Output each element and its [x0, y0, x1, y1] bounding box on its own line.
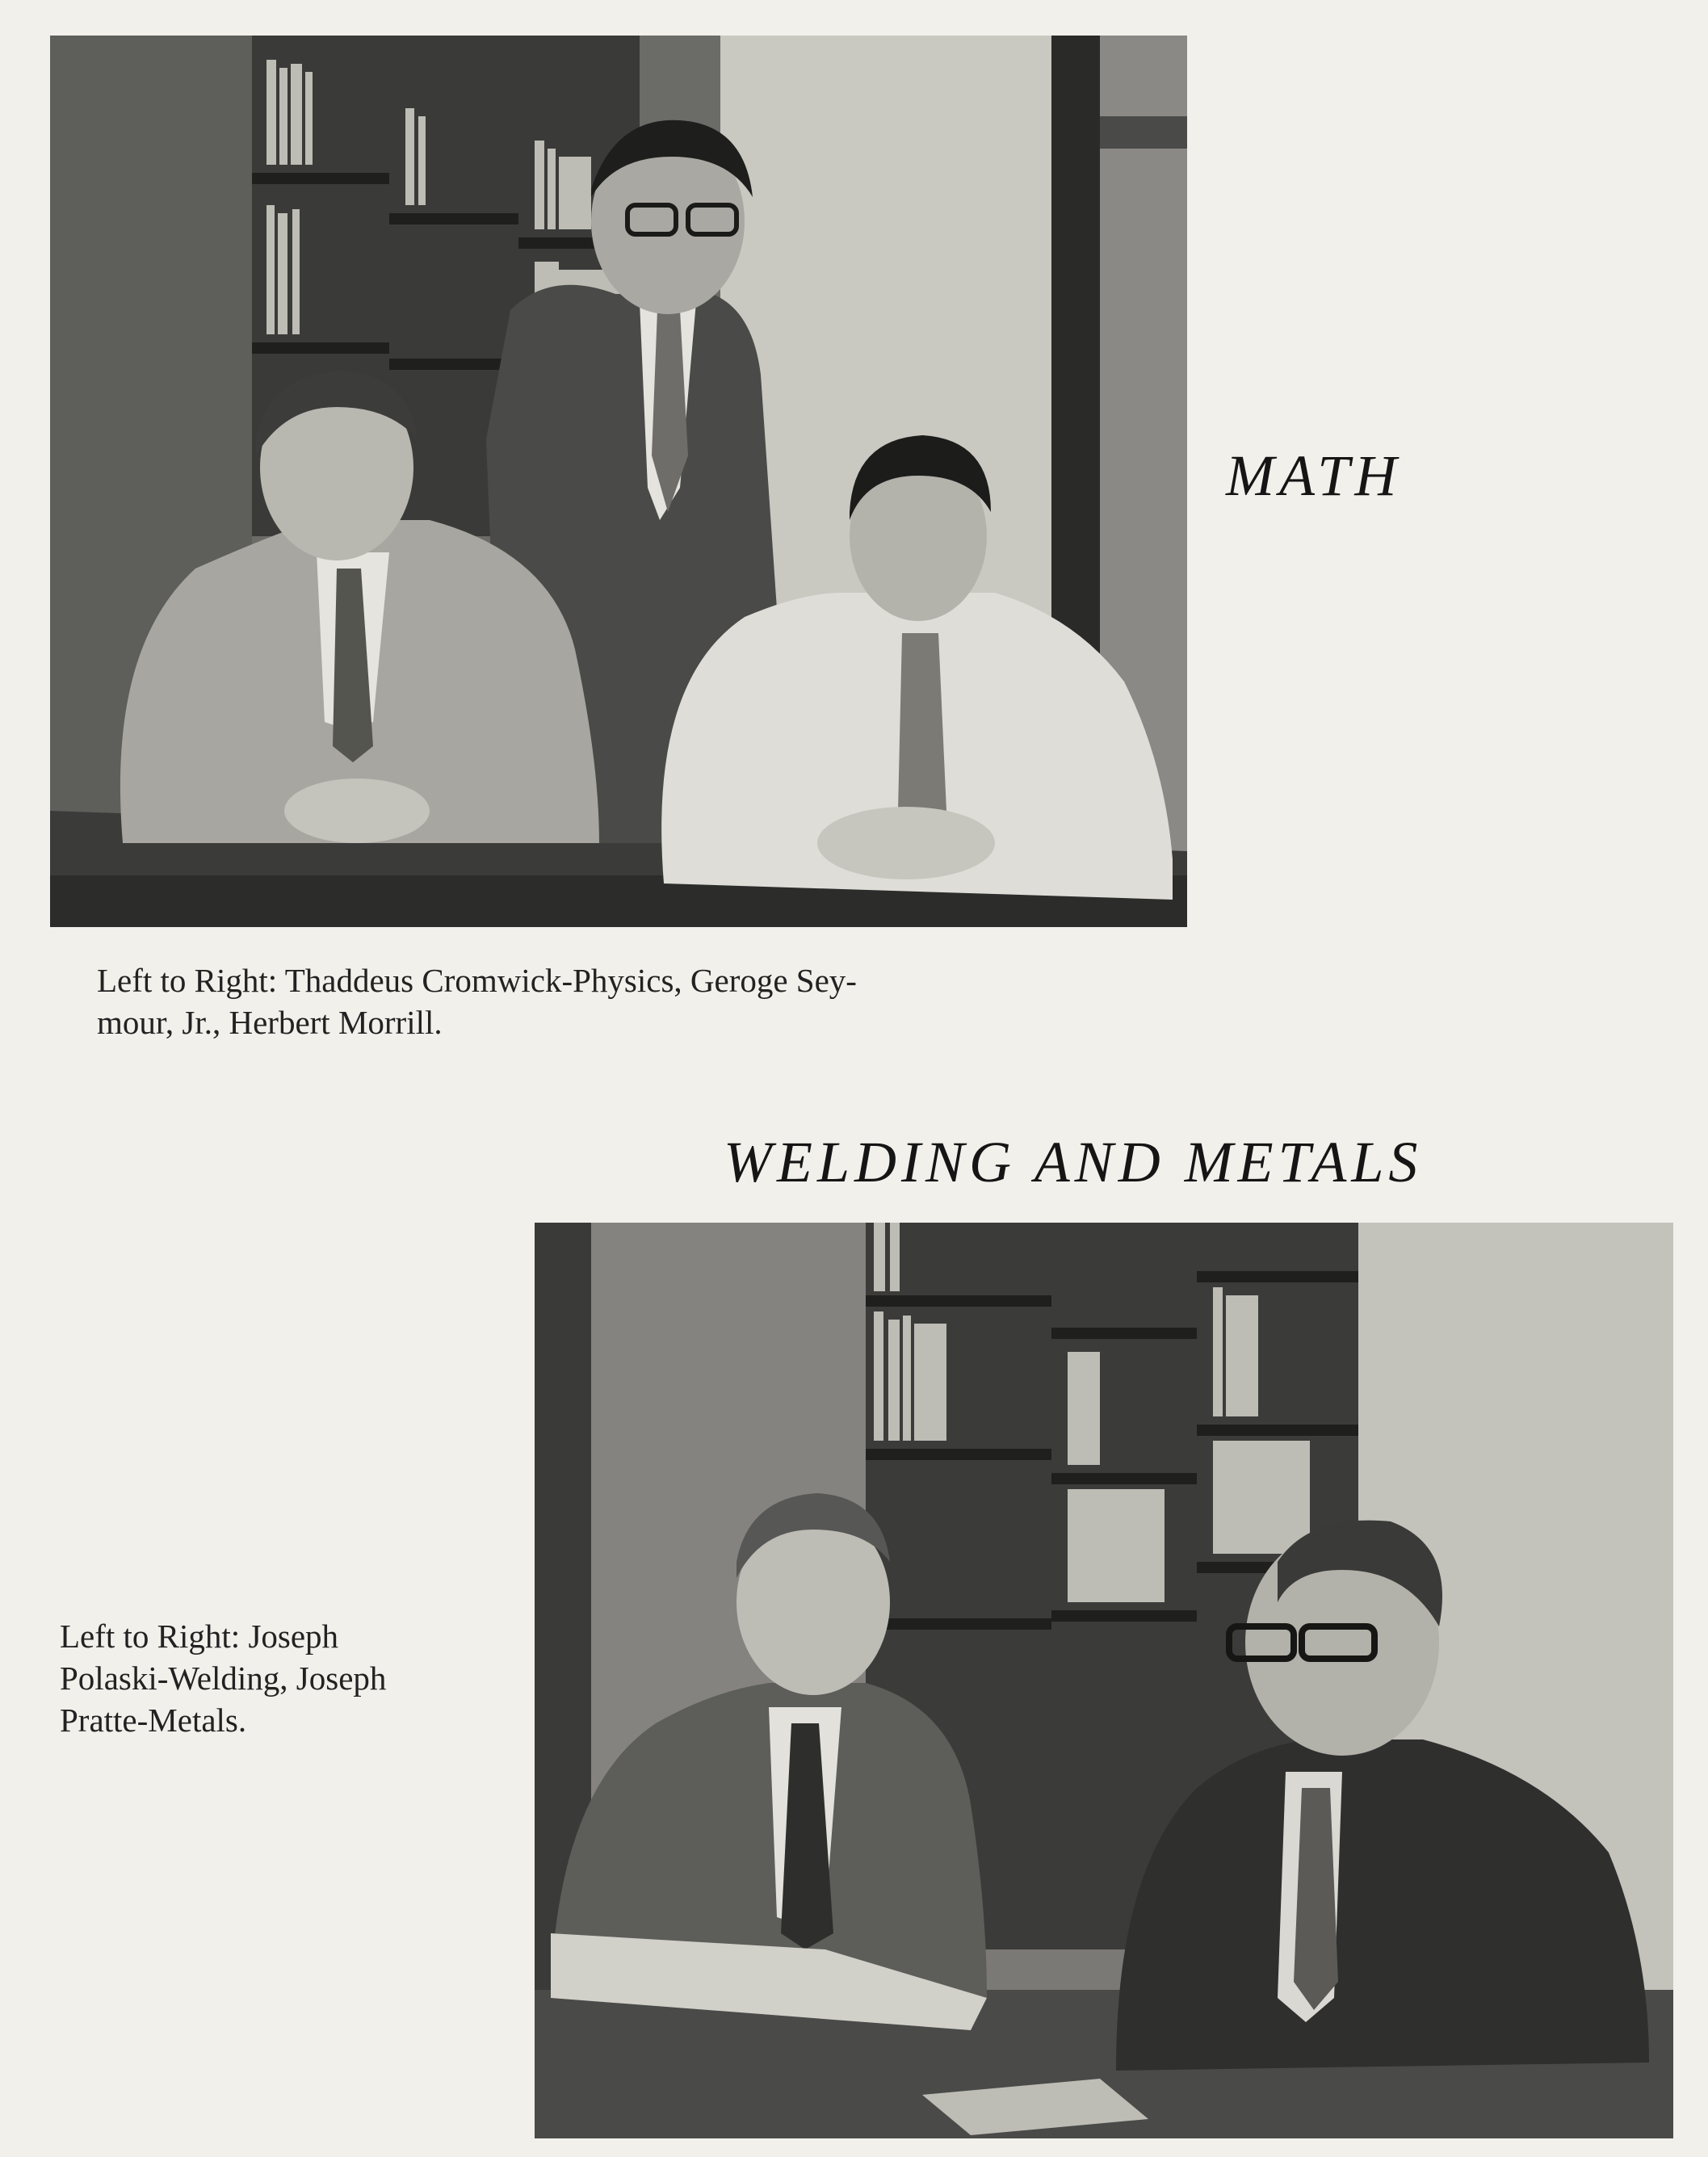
caption-line: Pratte-Metals.	[60, 1702, 247, 1739]
welding-faculty-photo	[535, 1223, 1673, 2138]
welding-section-title: WELDING AND METALS	[724, 1130, 1423, 1194]
welding-photo-caption	[60, 1615, 512, 1741]
math-faculty-photo	[50, 36, 1187, 927]
caption-line: Left to Right: Joseph	[60, 1618, 339, 1655]
caption-line: Polaski-Welding, Joseph	[60, 1660, 387, 1697]
math-section-title: MATH	[1226, 443, 1402, 508]
math-photo-caption	[97, 959, 1147, 1043]
caption-line: mour, Jr., Herbert Morrill.	[97, 1004, 443, 1041]
caption-line: Left to Right: Thaddeus Cromwick-Physics, Geroge Sey-	[97, 962, 857, 999]
